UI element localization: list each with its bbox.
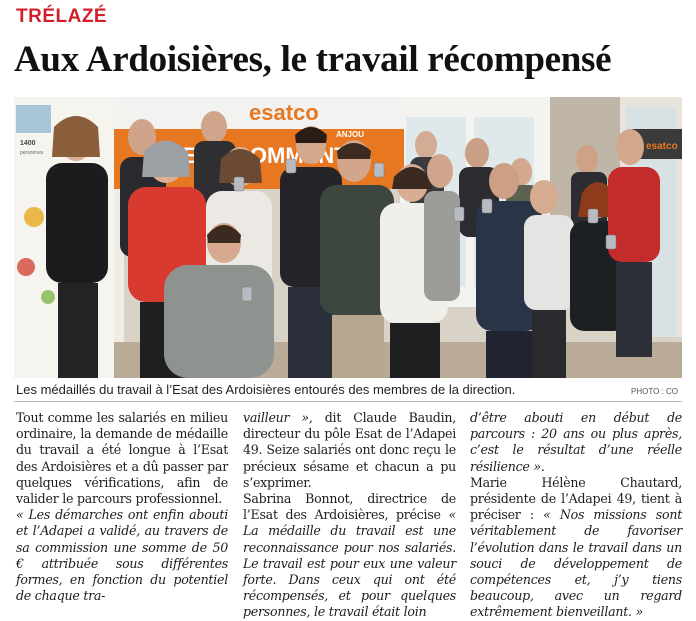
paragraph — [16, 507, 228, 604]
quote-text: « Les démarches ont enfin abouti et l’Adapei a validé, au travers de sa commission une somme de 50 € attribuée sous différentes formes, en fonction du potentiel de chaque tra- — [16, 507, 228, 604]
banner-slogan: COMMENT — [234, 143, 348, 168]
paragraph-text: . — [540, 458, 545, 474]
banner-sub: ANJOU — [336, 130, 365, 139]
paragraph-text: , dit Claude Baudin, directeur du pôle Esat de l’Adapei 49. Seize salariés ont donc reçu le précieux sésame et chacun a pu s’exprimer. — [243, 410, 457, 490]
poster-text: personnes — [20, 150, 44, 156]
section-kicker: TRÉLAZÉ — [16, 6, 108, 27]
article-headline: Aux Ardoisières, le travail récompensé — [14, 39, 612, 80]
photo-credit: PHOTO : CO — [631, 387, 678, 396]
photo-caption: Les médaillés du travail à l’Esat des Ardoisières entourés des membres de la direction. — [16, 382, 516, 397]
article-photo — [14, 97, 682, 378]
article-column-1 — [16, 410, 228, 604]
poster-number: 1400 — [20, 140, 36, 147]
group-photo-illustration — [14, 97, 682, 378]
paragraph-text: Marie Hélène Chautard, présidente de l’Adapei 49, tient à préciser : — [470, 474, 682, 523]
quote-text: « La médaille du travail est une reconnaissance pour nos salariés. Le travail est pour eux une valeur forte. Dans ceux qui ont été récompensés, et pour quelques personnes, le travail était loin — [243, 507, 456, 620]
caption-divider — [14, 401, 682, 402]
paragraph-text: Sabrina Bonnot, directrice de l’Esat des Ardoisières, précise — [243, 491, 456, 523]
banner-logo: esatco — [249, 100, 319, 125]
paragraph — [470, 475, 682, 621]
paragraph — [243, 491, 456, 621]
article-column-3 — [470, 410, 683, 620]
paragraph — [470, 410, 682, 475]
quote-text: d’être abouti en début de parcours : 20 ans ou plus après, c’est le résultat d’une réelle résilience » — [470, 410, 682, 474]
window-logo: esatco — [646, 141, 678, 152]
paragraph — [243, 410, 456, 491]
paragraph: Tout comme les salariés en milieu ordinaire, la demande de médaille du travail a été longue à l’Esat des Ardoisières et a dû passer par quelques vérifications, afin de valider le parcours professionnel. — [16, 410, 228, 507]
quote-text: « Nos missions sont véritablement de favoriser l’évolution dans le travail dans un souci de développement de compétences et, j’y tiens beaucoup, avec un regard extrêmement bienveillant. » — [470, 507, 683, 620]
article-column-2 — [243, 410, 457, 620]
quote-text: vailleur » — [243, 410, 309, 425]
